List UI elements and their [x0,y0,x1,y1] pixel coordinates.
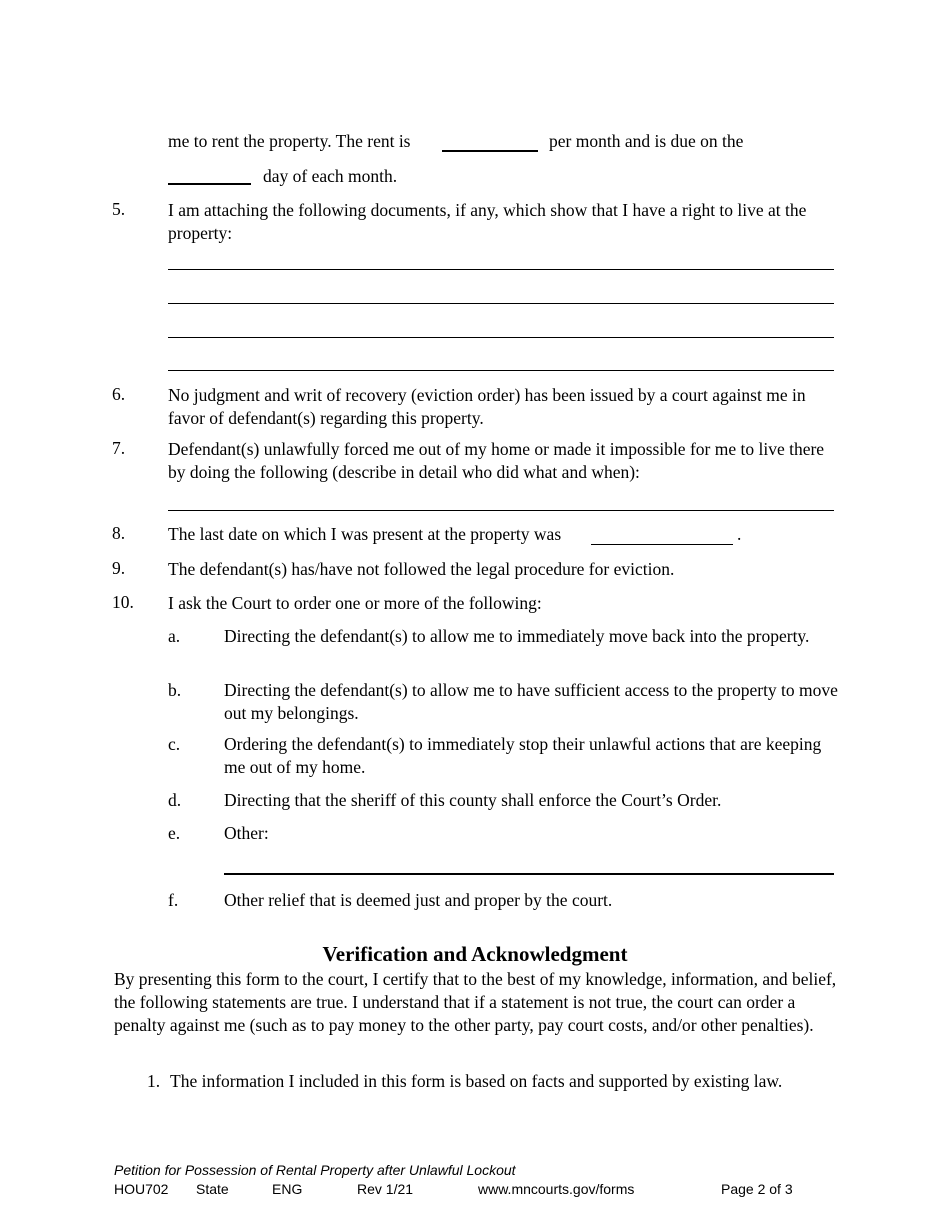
verification-item-1-text: The information I included in this form is based on facts and supported by existing law. [170,1071,783,1091]
item-5-number: 5. [112,199,126,219]
subitem-e-text: Other: [224,823,269,843]
item-8-number: 8. [112,523,126,543]
subitem-a-text: Directing the defendant(s) to allow me to immediately move back into the property. [224,626,810,646]
footer-revision: Rev 1/21 [357,1181,414,1197]
subitem-f-text: Other relief that is deemed just and proper by the court. [224,890,613,910]
item-8-period: . [737,524,742,544]
documents-line-3[interactable] [168,337,834,338]
item-6-text: No judgment and writ of recovery (eviction order) has been issued by a court against me in favor of defendant(s) regarding this property. [168,385,806,428]
subitem-e-letter: e. [168,823,181,843]
footer-form-title: Petition for Possession of Rental Property after Unlawful Lockout [114,1162,516,1178]
rent-text-end: day of each month. [263,166,398,186]
rent-text-middle: per month and is due on the [549,131,744,151]
documents-line-2[interactable] [168,303,834,304]
item-6-number: 6. [112,384,126,404]
subitem-b-letter: b. [168,680,182,700]
last-date-field[interactable] [591,544,733,545]
subitem-d-letter: d. [168,790,182,810]
item-10-number: 10. [112,592,134,612]
item-9-number: 9. [112,558,126,578]
subitem-a-letter: a. [168,626,181,646]
item-8-text: The last date on which I was present at the property was [168,524,562,544]
documents-line-4[interactable] [168,370,834,371]
verification-paragraph: By presenting this form to the court, I certify that to the best of my knowledge, information, and belief, the following statements are true. I understand that if a statement is not true, the court can order a penalty against me (such as to pay money to the other party, pay court costs, and/or other penalties). [114,969,837,1035]
subitem-c-text: Ordering the defendant(s) to immediately stop their unlawful actions that are keeping me out of my home. [224,734,822,777]
item-10-text: I ask the Court to order one or more of the following: [168,593,542,613]
rent-text-start: me to rent the property. The rent is [168,131,411,151]
description-line[interactable] [168,510,834,511]
subitem-b-text: Directing the defendant(s) to allow me to have sufficient access to the property to move out my belongings. [224,680,838,723]
other-relief-field[interactable] [224,873,834,875]
verification-heading: Verification and Acknowledgment [322,942,628,966]
verification-item-1-number: 1. [147,1071,161,1091]
footer-language: ENG [272,1181,303,1197]
item-7-number: 7. [112,438,126,458]
subitem-c-letter: c. [168,734,181,754]
rent-amount-field[interactable] [442,150,538,152]
item-5-text: I am attaching the following documents, if any, which show that I have a right to live at the property: [168,200,807,243]
subitem-f-letter: f. [168,890,179,910]
documents-line-1[interactable] [168,269,834,270]
footer-url[interactable]: www.mncourts.gov/forms [478,1181,635,1197]
footer-state: State [196,1181,229,1197]
footer-page-number: Page 2 of 3 [721,1181,793,1197]
item-7-text: Defendant(s) unlawfully forced me out of my home or made it impossible for me to live there by doing the following (describe in detail who did what and when): [168,439,825,482]
subitem-d-text: Directing that the sheriff of this county shall enforce the Court’s Order. [224,790,722,810]
rent-due-day-field[interactable] [168,183,251,185]
footer-form-code: HOU702 [114,1181,169,1197]
item-9-text: The defendant(s) has/have not followed the legal procedure for eviction. [168,559,675,579]
